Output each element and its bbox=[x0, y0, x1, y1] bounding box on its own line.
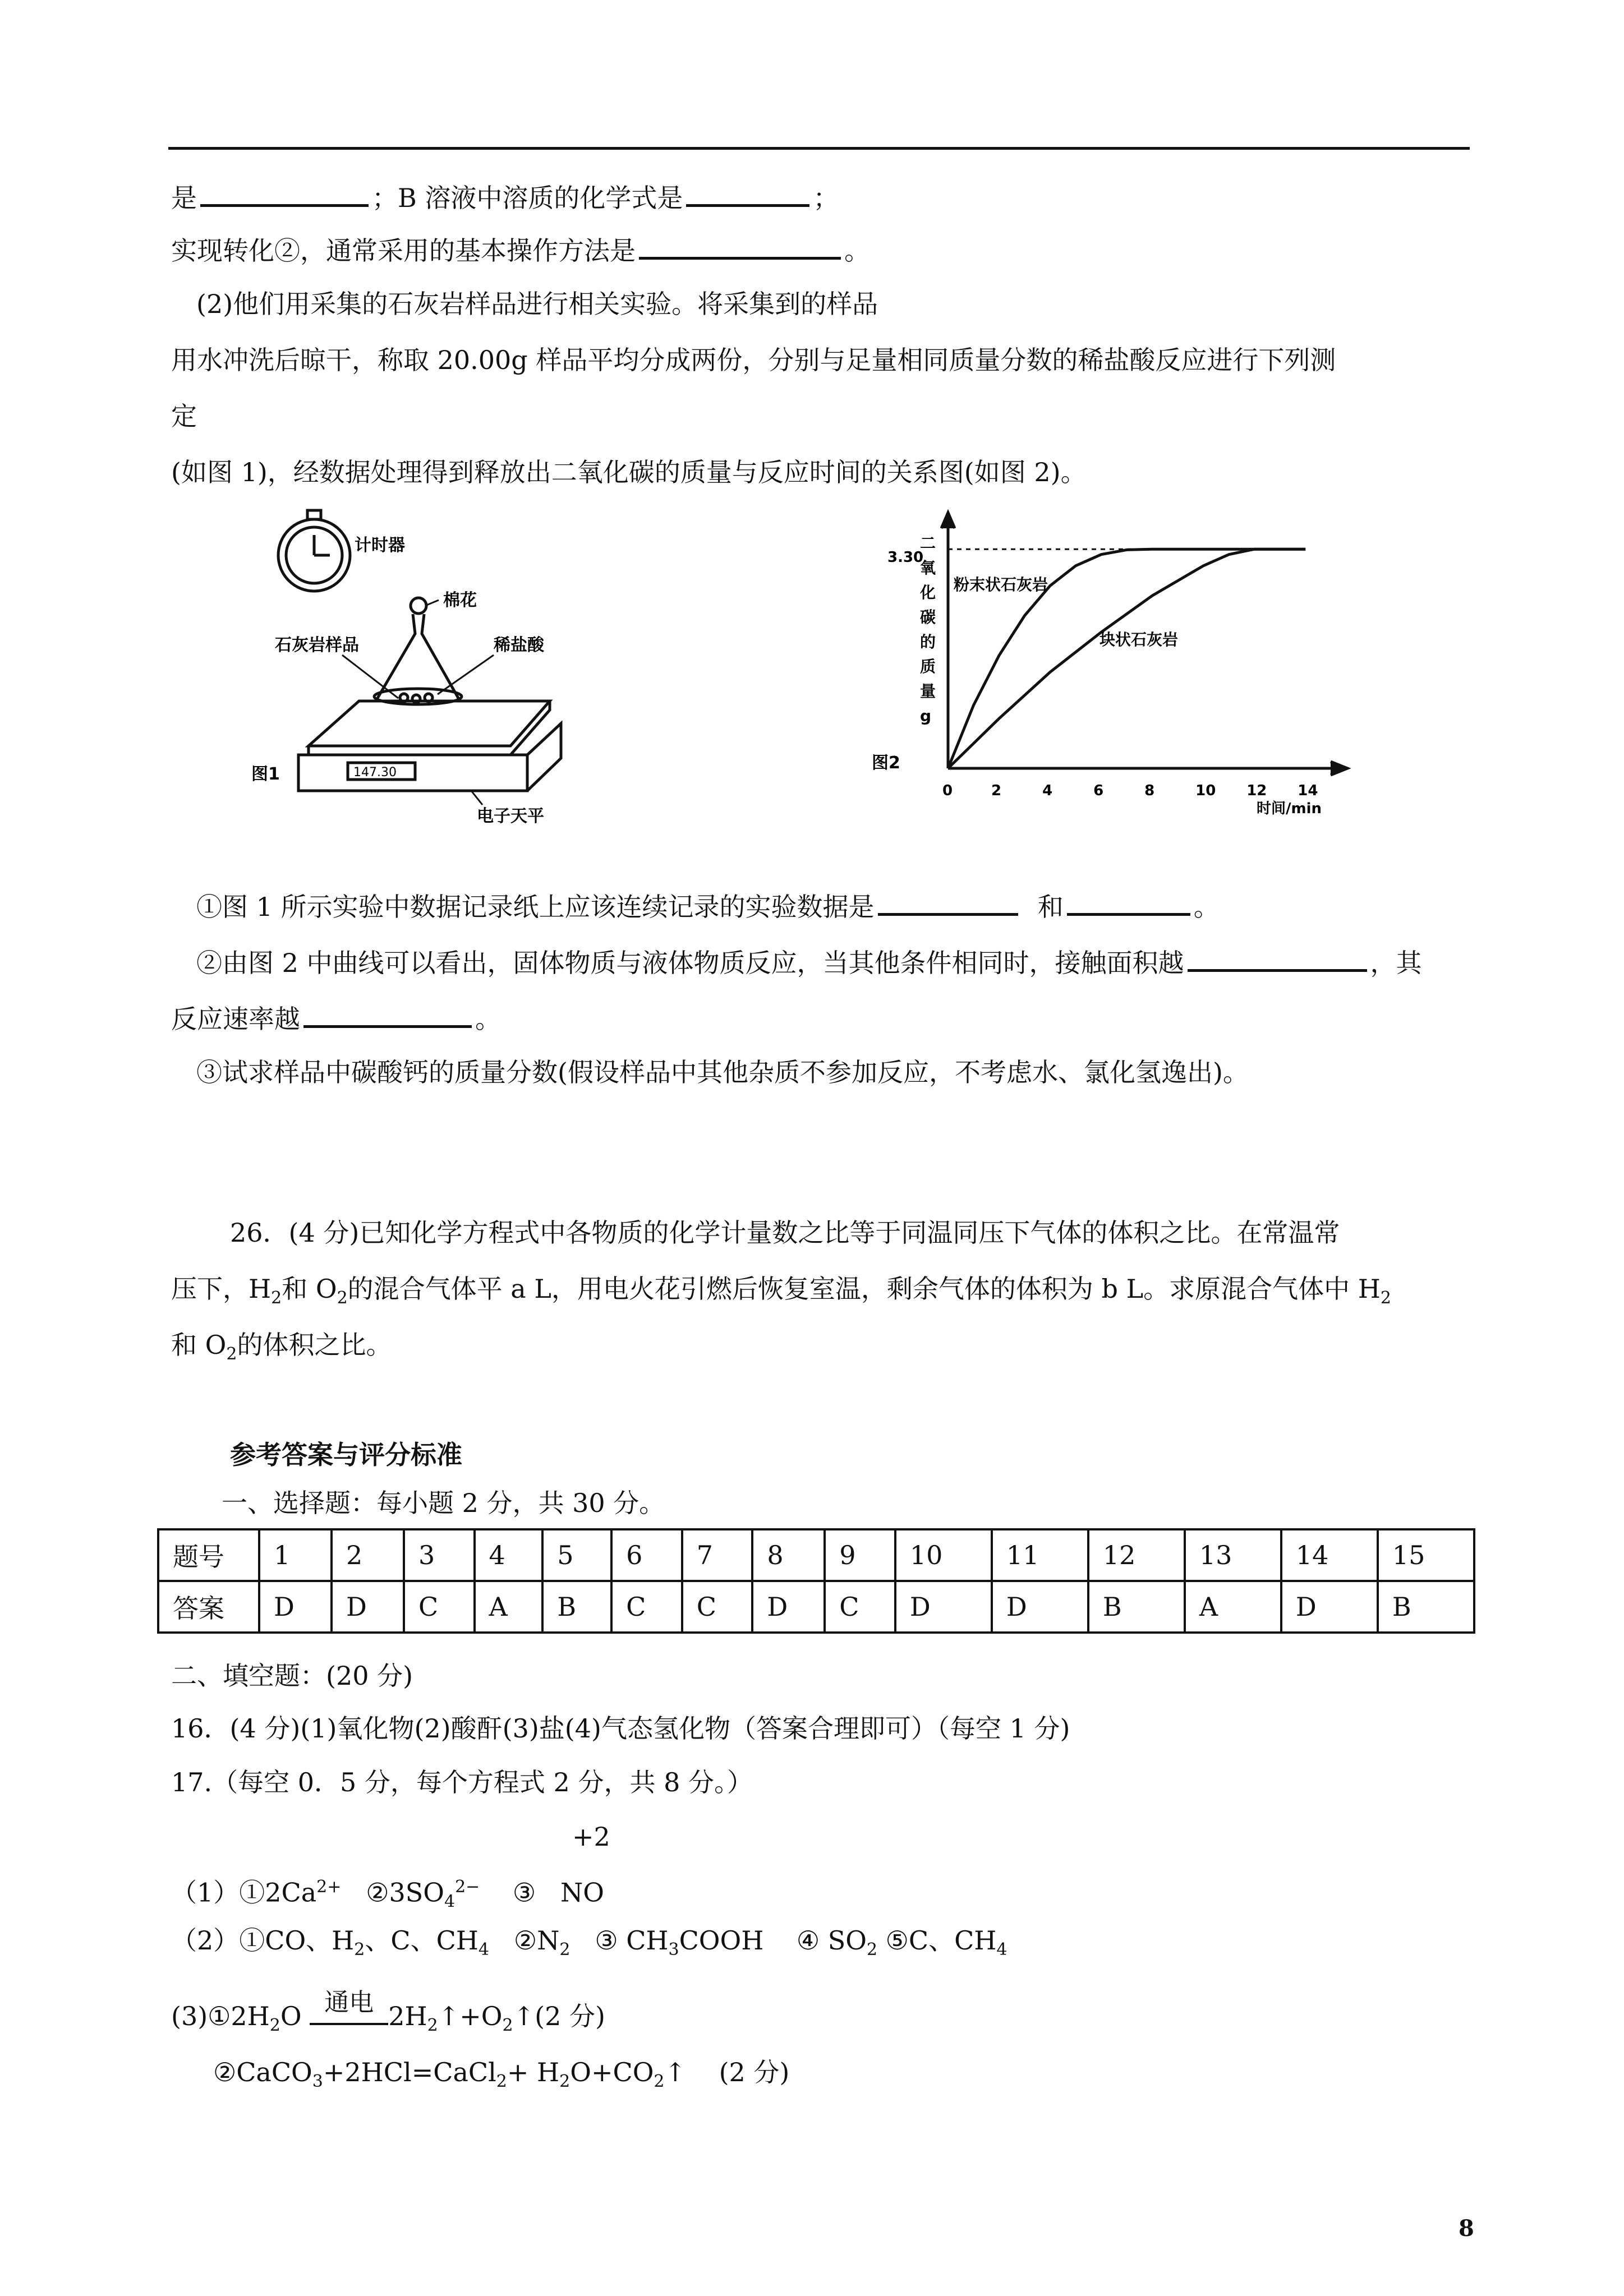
y-axis-label-char: 质 bbox=[920, 657, 936, 676]
line-6: (如图 1)，经数据处理得到释放出二氧化碳的质量与反应时间的关系图(如图 2)。 bbox=[171, 457, 1087, 487]
block-label: 块状石灰岩 bbox=[1099, 630, 1179, 649]
x-tick-label: 0 bbox=[942, 782, 953, 799]
sample-label: 石灰岩样品 bbox=[275, 635, 359, 655]
table-cell: 2 bbox=[332, 1529, 404, 1581]
table-cell: 4 bbox=[475, 1529, 543, 1581]
table-cell: 15 bbox=[1378, 1529, 1474, 1581]
question-26-line2: 压下，$H_2$和 $O_2$的混合气体平 a L，用电火花引燃后恢复室温，剩余气体的体积为 b L。求原混合气体中 $H_2$ bbox=[171, 1274, 1391, 1308]
table-cell: D bbox=[895, 1581, 992, 1633]
x-tick-label: 2 bbox=[991, 782, 1002, 799]
table-cell: D bbox=[259, 1581, 332, 1633]
table-cell: A bbox=[475, 1581, 543, 1633]
acid-label: 稀盐酸 bbox=[494, 635, 544, 655]
x-tick-label: 6 bbox=[1093, 782, 1104, 799]
page-number: 8 bbox=[1459, 2215, 1474, 2242]
reaction-condition: 通电 bbox=[310, 2012, 388, 2025]
table-cell: 11 bbox=[992, 1529, 1088, 1581]
table-cell: 5 bbox=[542, 1529, 611, 1581]
table-cell: 7 bbox=[682, 1529, 753, 1581]
y-axis-label-char: 化 bbox=[920, 583, 936, 602]
x-tick-label: 12 bbox=[1246, 782, 1267, 799]
table-cell: 13 bbox=[1185, 1529, 1281, 1581]
table-cell: A bbox=[1185, 1581, 1281, 1633]
question-1: ①图 1 所示实验中数据记录纸上应该连续记录的实验数据是 和 。 bbox=[196, 887, 1220, 924]
y-axis-label-char: 量 bbox=[920, 682, 936, 700]
table-row bbox=[158, 1581, 1474, 1633]
table-cell: C bbox=[825, 1581, 895, 1633]
x-tick-label: 4 bbox=[1042, 782, 1053, 799]
y-axis-label-char: 的 bbox=[920, 633, 936, 651]
answer-17-row-3: $(3)①2H_2O$ 通电 $2H_2↑+O_2↑(2$ 分) bbox=[171, 1988, 605, 2036]
timer-label: 计时器 bbox=[355, 536, 405, 555]
question-2b: 反应速率越 。 bbox=[171, 999, 501, 1036]
header-rule bbox=[168, 147, 1470, 150]
electronic-balance-icon bbox=[298, 701, 561, 791]
y-tick-label: 3.30 bbox=[887, 549, 924, 566]
x-tick-label: 14 bbox=[1298, 782, 1318, 799]
cotton-label: 棉花 bbox=[443, 591, 477, 610]
figure-2-chart bbox=[847, 499, 1352, 836]
line-2: 实现转化②，通常采用的基本操作方法是 。 bbox=[171, 231, 870, 268]
table-row bbox=[158, 1529, 1474, 1581]
answers-section-1: 一、选择题：每小题 2 分，共 30 分。 bbox=[222, 1488, 665, 1518]
balance-label: 电子天平 bbox=[477, 806, 544, 826]
figure-2-caption: 图2 bbox=[872, 753, 900, 773]
answer-table bbox=[157, 1528, 1475, 1634]
valence-mark: +2 bbox=[572, 1822, 610, 1852]
table-cell: 10 bbox=[895, 1529, 992, 1581]
table-header-cell: 题号 bbox=[158, 1529, 259, 1581]
table-cell: C bbox=[404, 1581, 475, 1633]
line-1: 是 ；B 溶液中溶质的化学式是 ； bbox=[171, 178, 839, 215]
timer-icon bbox=[278, 510, 350, 591]
x-tick-labels bbox=[942, 782, 1318, 799]
y-axis-label-char: 二 bbox=[920, 534, 936, 552]
answer-17-row-4: ②CaCO$_3$+2HCl=CaCl$_2$+ $H_2O+CO_2↑$ (2 分) bbox=[213, 2057, 790, 2092]
table-cell: C bbox=[611, 1581, 682, 1633]
table-cell: 12 bbox=[1088, 1529, 1185, 1581]
table-header-cell: 答案 bbox=[158, 1581, 259, 1633]
line-3: (2)他们用采集的石灰岩样品进行相关实验。将采集到的样品 bbox=[196, 289, 878, 319]
table-cell: 3 bbox=[404, 1529, 475, 1581]
answer-17-row-1: $(1)①2Ca^{2+}$ $②3SO_4^{2-}$ ③ NO bbox=[171, 1877, 604, 1912]
question-3: ③试求样品中碳酸钙的质量分数(假设样品中其他杂质不参加反应，不考虑水、氯化氢逸出)。 bbox=[196, 1057, 1249, 1087]
answer-16: 16．(4 分)(1)氧化物(2)酸酐(3)盐(4)气态氢化物（答案合理即可）（每空 1 分) bbox=[171, 1713, 1070, 1744]
question-26-line3: 和 $O_2$的体积之比。 bbox=[171, 1330, 392, 1364]
answers-title: 参考答案与评分标准 bbox=[230, 1440, 462, 1470]
figure-1-apparatus bbox=[236, 499, 595, 836]
y-axis-label-char: 碳 bbox=[920, 608, 936, 626]
x-tick-label: 8 bbox=[1144, 782, 1155, 799]
y-axis-label-char: g bbox=[920, 707, 932, 725]
table-cell: 1 bbox=[259, 1529, 332, 1581]
table-cell: 14 bbox=[1281, 1529, 1378, 1581]
answer-17-row-2: （2）①CO、$H_2$、C、$CH_4$ $②N_2$ ③ $CH_3COOH$ ④ $SO_2$ ⑤C、$CH_4$ bbox=[171, 1925, 1007, 1960]
table-cell: 6 bbox=[611, 1529, 682, 1581]
powder-label: 粉末状石灰岩 bbox=[954, 575, 1048, 594]
answers-section-2: 二、填空题：(20 分) bbox=[171, 1661, 413, 1691]
question-26-line1: 26．(4 分)已知化学方程式中各物质的化学计量数之比等于同温同压下气体的体积之比。在常温常 bbox=[230, 1218, 1340, 1248]
flask-icon bbox=[374, 598, 462, 704]
table-cell: B bbox=[542, 1581, 611, 1633]
table-cell: D bbox=[752, 1581, 825, 1633]
table-cell: D bbox=[1281, 1581, 1378, 1633]
line-5: 定 bbox=[171, 401, 197, 431]
table-cell: 8 bbox=[752, 1529, 825, 1581]
figure-1-caption: 图1 bbox=[251, 764, 280, 784]
table-cell: B bbox=[1378, 1581, 1474, 1633]
line-4: 用水冲洗后晾干，称取 20.00g 样品平均分成两份，分别与足量相同质量分数的稀盐酸反应进行下列测 bbox=[171, 345, 1336, 375]
balance-display: 147.30 bbox=[353, 766, 397, 780]
table-cell: D bbox=[332, 1581, 404, 1633]
answer-17: 17.（每空 0．5 分，每个方程式 2 分，共 8 分。） bbox=[171, 1767, 753, 1797]
x-tick-label: 10 bbox=[1195, 782, 1216, 799]
y-axis-label-char: 氧 bbox=[920, 559, 936, 577]
table-cell: B bbox=[1088, 1581, 1185, 1633]
x-axis-label: 时间/min bbox=[1257, 800, 1322, 817]
table-cell: C bbox=[682, 1581, 753, 1633]
question-2: ②由图 2 中曲线可以看出，固体物质与液体物质反应，当其他条件相同时，接触面积越 ，其 bbox=[196, 943, 1422, 980]
table-cell: D bbox=[992, 1581, 1088, 1633]
table-cell: 9 bbox=[825, 1529, 895, 1581]
